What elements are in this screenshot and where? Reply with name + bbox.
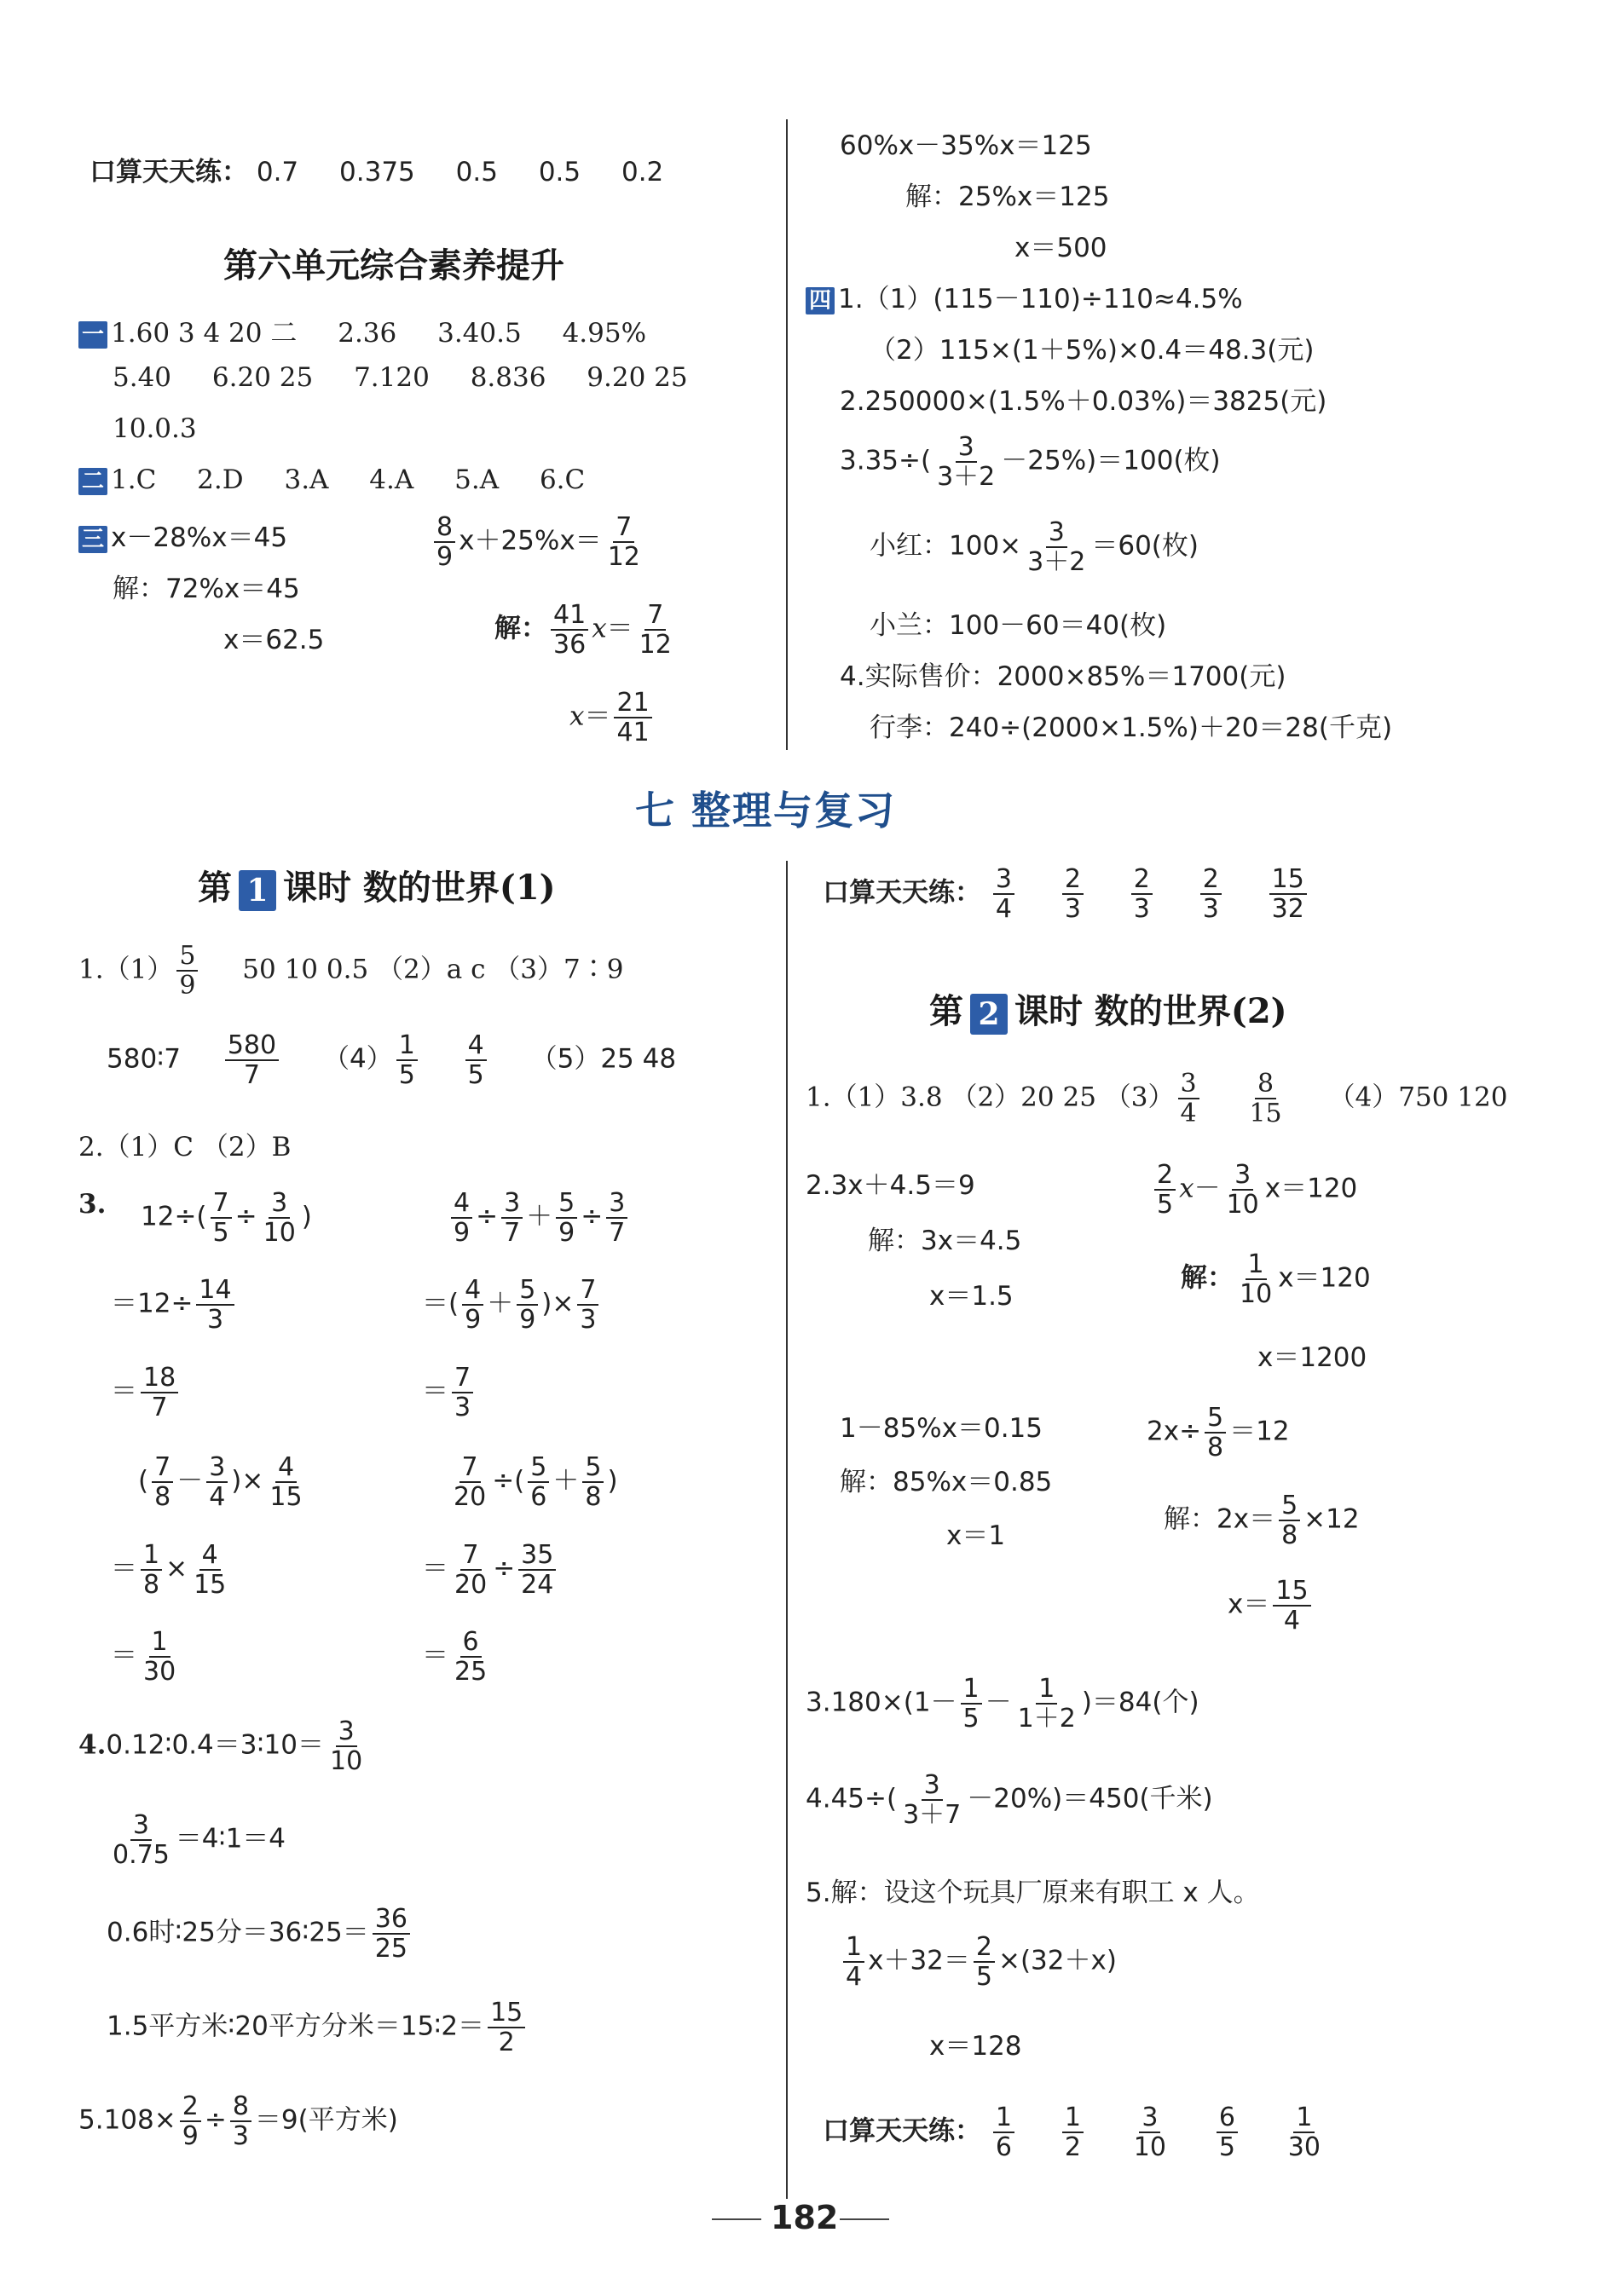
l1-q3a-l3: ＝ $\frac{18}{7}$ [111,1364,182,1422]
part3-eq1-line2: 解：72%x＝45 [113,574,300,604]
l1-q3b-l1: $\frac{4}{9}$ ÷ $\frac{3}{7}$ ＋ $\frac{5}{9}$ ÷ $\frac{3}{7}$ [448,1189,631,1247]
part4-q2: 2.250000×(1.5%＋0.03%)＝3825(元) [840,386,1327,417]
l1-q3b-l3: ＝ $\frac{7}{3}$ [422,1364,477,1422]
l2-q4: 4.45÷( $\frac{3}{3+7}$ －20%)＝450(千米) [806,1770,1213,1830]
page-number-dash-right [840,2218,889,2220]
l1-q3a-l2: ＝12÷ $\frac{14}{3}$ [111,1276,238,1334]
l2-q2c-l1: 1－85%x＝0.15 [840,1413,1043,1444]
part2-line: 二 1.C 2.D 3.A 4.A 5.A 6.C [78,464,585,495]
l1-q3a-l1: 12÷( $\frac{7}{5}$ ÷ $\frac{3}{10}$ ) [141,1188,312,1248]
part4-q4a: 4.实际售价：2000×85%＝1700(元) [840,661,1286,692]
l2-q2a-l3: x＝1.5 [929,1281,1014,1312]
part3-marker: 三 [78,526,107,553]
lesson2-number: 2 [970,994,1008,1035]
lesson1-number: 1 [239,870,276,911]
l2-q2c-l2: 解：85%x＝0.85 [840,1467,1053,1497]
l1-q3c-l1: ( $\frac{7}{8}$ － $\frac{3}{4}$ )× $\frac{4}{15}$ [138,1452,303,1512]
l2-q2d-l3: x＝ $\frac{15}{4}$ [1228,1577,1315,1635]
part1-line3: 10.0.3 [113,413,197,444]
l2-q1: 1.（1）3.8 （2）20 25 （3） $\frac{3}{4}$ $\frac{8}{15}$ （4）750 120 [806,1069,1508,1128]
part4-q4b: 行李：240÷(2000×1.5%)＋20＝28(千克) [870,712,1393,743]
l2-q2d-l1: 2x÷ $\frac{5}{8}$ ＝12 [1147,1403,1290,1462]
part3-eq2-line1: $\frac{8}{9}$ x＋25%x＝ $\frac{7}{12}$ [431,513,646,571]
l1-q3b-l2: ＝( $\frac{4}{9}$ ＋ $\frac{5}{9}$ )× $\frac{7}{3}$ [422,1276,602,1334]
part4-q1b: （2）115×(1＋5%)×0.4＝48.3(元) [870,335,1315,366]
part1-line1: 一 1.60 3 4 20 二 2.36 3.40.5 4.95% [78,311,646,349]
tr-line3: x＝500 [1014,233,1107,263]
part3-eq2-line3: x＝ $\frac{21}{41}$ [569,689,656,747]
part4-marker: 四 [806,287,835,314]
l2-q5-l3: x＝128 [929,2031,1022,2062]
chapter-title: 七 整理与复习 [635,787,897,834]
l2-q2b-l2: 解： $\frac{1}{10}$ x＝120 [1181,1249,1371,1309]
l1-q2: 2.（1）C （2）B [78,1132,292,1162]
part3-eq2-line2: 解： $\frac{41}{36}$ x＝ $\frac{7}{12}$ [494,600,672,660]
part4-q1a: 四 1.（1）(115－110)÷110≈4.5% [806,277,1243,315]
l2-q2b-l1: $\frac{2}{5}$ x－ $\frac{3}{10}$ x＝120 [1151,1161,1357,1219]
l2-q2d-l2: 解：2x＝ $\frac{5}{8}$ ×12 [1164,1491,1360,1550]
lesson1-title: 第 1 课时 数的世界(1) [198,861,556,911]
tr-line1: 60%x－35%x＝125 [840,130,1092,161]
l1-q3d-l1: $\frac{7}{20}$ ÷( $\frac{5}{6}$ ＋ $\frac{5}{8}$ ) [454,1452,618,1512]
l1-q5: 5.108× $\frac{2}{9}$ ÷ $\frac{8}{3}$ ＝9(平方米) [78,2091,398,2151]
l2-q2c-l3: x＝1 [946,1520,1006,1551]
l1-q4-l4: 1.5平方米∶20平方分米＝15∶2＝ $\frac{15}{2}$ [107,1999,529,2057]
l2-q2a-l2: 解：3x＝4.5 [868,1226,1022,1256]
part1-line2: 5.40 6.20 25 7.120 8.836 9.20 25 [113,362,688,393]
l1-q3c-l3: ＝ $\frac{1}{30}$ [111,1627,176,1687]
l2-q2a-l1: 2.3x＋4.5＝9 [806,1170,975,1201]
l1-q3c-l2: ＝ $\frac{1}{8}$ × $\frac{4}{15}$ [111,1540,227,1600]
l1-q4-l1: 4.0.12∶0.4＝3∶10＝ $\frac{3}{10}$ [78,1716,363,1776]
bottom-column-divider [786,861,788,2199]
page-number: 182 [771,2199,839,2236]
l1-q3-label: 3. [78,1189,107,1220]
oral-practice-lesson2: 口算天天练： $\frac{3}{4}$ $\frac{2}{3}$ $\frac{2}{3}$ $\frac{2}{3}$ $\frac{15}{32}$ [823,865,1310,923]
part4-q3: 3.35÷( $\frac{3}{3+2}$ －25%)＝100(枚) [840,432,1221,492]
section-title-unit6: 第六单元综合素养提升 [223,245,564,286]
l2-q3: 3.180×(1－ $\frac{1}{5}$ － $\frac{1}{1+2}$ )＝84(个) [806,1674,1199,1734]
lesson2-title: 第 2 课时 数的世界(2) [929,984,1287,1035]
part1-marker: 一 [78,321,107,349]
part3-eq1-line1: 三 x－28%x＝45 [78,516,287,554]
l2-q2b-l3: x＝1200 [1257,1342,1367,1373]
l1-q3d-l3: ＝ $\frac{6}{25}$ [422,1627,488,1687]
oral-practice-lesson2-end: 口算天天练： $\frac{1}{6}$ $\frac{1}{2}$ $\frac{3}{10}$ $\frac{6}{5}$ $\frac{1}{30}$ [823,2103,1321,2162]
oral-practice-top: 口算天天练： 0.7 0.375 0.5 0.5 0.2 [90,157,664,187]
part3-eq1-line3: x＝62.5 [223,625,325,655]
l1-q3d-l2: ＝ $\frac{7}{20}$ ÷ $\frac{35}{24}$ [422,1541,559,1599]
page-number-dash-left [712,2218,761,2220]
l2-q5-l1: 5.解：设这个玩具厂原来有职工 x 人。 [806,1878,1260,1908]
l1-q4-l3: 0.6时∶25分＝36∶25＝ $\frac{36}{25}$ [107,1905,413,1963]
l1-q1-line1: 1.（1） $\frac{5}{9}$ 50 10 0.5 （2）a c （3）7∶9 [78,941,624,1001]
tr-line2: 解：25%x＝125 [905,182,1110,212]
part4-q3-red: 小红：100× $\frac{3}{3+2}$ ＝60(枚) [870,517,1199,577]
oral-label: 口算天天练： [90,157,248,187]
l1-q4-l2: $\frac{3}{0.75}$ ＝4∶1＝4 [113,1810,286,1870]
part2-marker: 二 [78,468,107,495]
l2-q5-l2: $\frac{1}{4}$ x＋32＝ $\frac{2}{5}$ ×(32＋x) [840,1933,1117,1991]
l1-q1-line2: 580∶7 $\frac{580}{7}$ （4） $\frac{1}{5}$ $\frac{4}{5}$ （5）25 48 [107,1030,677,1090]
part4-q3-lan: 小兰：100－60＝40(枚) [870,610,1167,641]
top-column-divider [786,119,788,750]
